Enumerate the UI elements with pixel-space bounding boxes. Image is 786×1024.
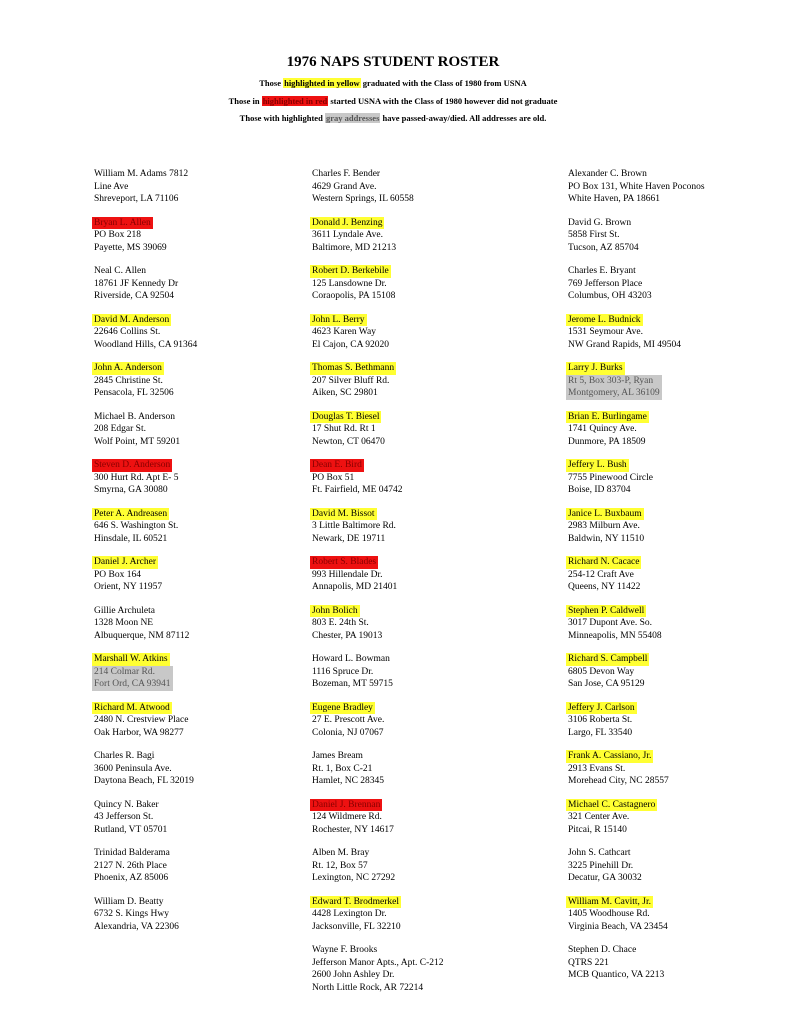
address-line: Payette, MS 39069: [94, 242, 167, 253]
address-line: Shreveport, LA 71106: [94, 194, 179, 204]
address-block: [94, 423, 180, 448]
roster-entry: [312, 314, 389, 352]
address-block: [312, 229, 396, 254]
address-line: Hinsdale, IL 60521: [94, 533, 168, 544]
student-name: Robert S. Blades: [312, 557, 377, 567]
address-block: [94, 617, 189, 642]
address-line: 5858 First St.: [568, 230, 620, 240]
address-line: NW Grand Rapids, MI 49504: [568, 339, 682, 350]
roster-entry: [312, 605, 382, 643]
address-block: [312, 908, 401, 933]
address-block: [568, 181, 705, 206]
address-line: Tucson, AZ 85704: [568, 242, 639, 253]
student-name: Edward T. Brodmerkel: [312, 896, 399, 907]
address-line: 208 Edgar St.: [94, 424, 146, 434]
student-name: Alexander C. Brown: [568, 169, 647, 179]
address-line: Aiken, SC 29801: [312, 388, 378, 398]
address-line: 3225 Pinehill Dr.: [568, 860, 634, 871]
address-line: 6732 S. Kings Hwy: [94, 909, 169, 919]
address-block: [94, 666, 173, 691]
student-name: Charles F. Bender: [312, 169, 381, 179]
note-text: Those with highlighted: [239, 113, 325, 123]
roster-entry: [568, 411, 649, 449]
address-line: 125 Lansdowne Dr.: [312, 278, 387, 289]
address-block: [94, 714, 188, 739]
address-line: Woodland Hills, CA 91364: [94, 339, 198, 350]
student-name: Steven D. Anderson: [94, 460, 171, 470]
address-line: 124 Wildmere Rd.: [312, 812, 382, 822]
address-block: [568, 278, 652, 303]
address-line: Boise, ID 83704: [568, 485, 631, 495]
address-line: Rt 5, Box 303-P, Ryan: [568, 375, 654, 386]
roster-entry: [312, 459, 403, 497]
address-line: 3106 Roberta St.: [568, 715, 633, 725]
address-line: Largo, FL 33540: [568, 727, 633, 738]
student-name: John L. Berry: [312, 314, 365, 325]
address-line: PO Box 51: [312, 472, 355, 483]
address-line: 4623 Karen Way: [312, 327, 376, 337]
roster-entry: [94, 411, 180, 449]
address-line: PO Box 164: [94, 569, 141, 580]
roster-entry: [94, 314, 197, 352]
address-block: [568, 472, 653, 497]
address-block: [568, 666, 649, 691]
address-block: [94, 860, 172, 885]
address-line: 769 Jefferson Place: [568, 278, 643, 289]
address-line: 993 Hillendale Dr.: [312, 569, 383, 580]
roster-entry: [312, 799, 394, 837]
roster-entry: [568, 653, 649, 691]
address-line: Baltimore, MD 21213: [312, 242, 397, 253]
address-line: Ft. Fairfield, ME 04742: [312, 485, 403, 495]
student-name: John Bolich: [312, 605, 358, 616]
address-block: [312, 763, 384, 788]
address-line: Pitcai, R 15140: [568, 824, 627, 835]
roster-entry: [94, 750, 194, 788]
address-line: 3600 Peninsula Ave.: [94, 763, 172, 774]
address-line: Queens, NY 11422: [568, 582, 641, 592]
roster-entry: [568, 168, 705, 206]
address-block: [568, 617, 662, 642]
note-highlight: highlighted in red: [262, 96, 328, 106]
address-block: [568, 229, 639, 254]
roster-entry: [312, 556, 397, 594]
student-name: Eugene Bradley: [312, 702, 373, 713]
student-name: Alben M. Bray: [312, 848, 370, 858]
address-block: [312, 423, 385, 448]
student-name: David G. Brown: [568, 217, 632, 228]
student-name: Marshall W. Atkins: [94, 654, 168, 664]
note-text: Those in: [228, 96, 262, 106]
address-block: [312, 569, 397, 594]
address-line: North Little Rock, AR 72214: [312, 982, 424, 993]
address-block: [312, 957, 444, 995]
address-block: [94, 472, 178, 497]
address-block: [312, 181, 414, 206]
roster-entry: [568, 944, 664, 982]
note-text: Those: [259, 78, 284, 88]
address-block: [94, 811, 167, 836]
roster-entry: [94, 217, 167, 255]
address-line: 646 S. Washington St.: [94, 521, 179, 531]
address-line: Chester, PA 19013: [312, 630, 383, 641]
student-name: Richard N. Cacace: [568, 557, 640, 567]
roster-entry: [568, 217, 639, 255]
address-block: [312, 375, 396, 400]
student-name: Jeffery J. Carlson: [568, 702, 635, 713]
address-line: Dunmore, PA 18509: [568, 436, 646, 447]
address-line: Pensacola, FL 32506: [94, 388, 174, 398]
address-block: [568, 860, 642, 885]
address-block: [94, 569, 162, 594]
address-line: Orient, NY 11957: [94, 582, 163, 592]
note-highlight: gray addresses: [325, 113, 380, 123]
address-line: Annapolis, MD 21401: [312, 582, 398, 592]
student-name: David M. Anderson: [94, 314, 170, 325]
address-line: Riverside, CA 92504: [94, 291, 174, 301]
address-line: 214 Colmar Rd.: [94, 666, 155, 677]
address-line: 321 Center Ave.: [568, 812, 630, 822]
address-line: 3017 Dupont Ave. So.: [568, 618, 653, 628]
address-block: [312, 617, 382, 642]
address-line: Phoenix, AZ 85006: [94, 873, 169, 883]
address-block: [94, 326, 197, 351]
address-line: 43 Jefferson St.: [94, 812, 154, 822]
address-block: [312, 811, 394, 836]
roster-entry: [568, 750, 669, 788]
roster-entry: [94, 799, 167, 837]
address-line: Daytona Beach, FL 32019: [94, 776, 194, 786]
roster-entry: [94, 847, 172, 885]
address-line: Rutland, VT 05701: [94, 824, 168, 835]
legend-note-gray: [0, 113, 786, 123]
address-block: [94, 908, 179, 933]
address-line: Albuquerque, NM 87112: [94, 630, 190, 641]
roster-entry: [94, 605, 189, 643]
address-line: Western Springs, IL 60558: [312, 194, 414, 204]
address-line: 2845 Christine St.: [94, 375, 163, 386]
student-name: William D. Beatty: [94, 896, 164, 907]
student-name: William M. Cavitt, Jr.: [568, 896, 652, 907]
address-line: Rt. 1, Box C-21: [312, 763, 373, 774]
address-line: 3 Little Baltimore Rd.: [312, 521, 396, 531]
address-line: 4629 Grand Ave.: [312, 181, 377, 192]
legend-note-red: [0, 96, 786, 106]
address-block: [94, 375, 174, 400]
roster-entry: [312, 944, 444, 994]
address-line: 22646 Collins St.: [94, 327, 161, 337]
student-name: Dean E. Bird: [312, 460, 362, 470]
roster-entry: [568, 314, 681, 352]
student-name: Wayne F. Brooks: [312, 945, 378, 955]
address-block: [568, 811, 657, 836]
roster-entry: [94, 702, 188, 740]
address-line: 1531 Seymour Ave.: [568, 327, 644, 337]
roster-entry: [568, 459, 653, 497]
student-name: Daniel J. Archer: [94, 557, 156, 567]
address-line: Oak Harbor, WA 98277: [94, 727, 184, 738]
roster-entry: [312, 265, 395, 303]
address-line: PO Box 131, White Haven Poconos: [568, 181, 705, 192]
address-line: Newark, DE 19711: [312, 533, 386, 544]
roster-entry: [312, 702, 384, 740]
address-block: [568, 326, 681, 351]
student-name: Frank A. Cassiano, Jr.: [568, 751, 652, 761]
address-block: [568, 520, 644, 545]
address-block: [568, 569, 641, 594]
address-block: [94, 520, 178, 545]
note-text: started USNA with the Class of 1980 however did not graduate: [328, 96, 558, 106]
student-name: John S. Cathcart: [568, 848, 631, 858]
address-line: Lexington, NC 27292: [312, 873, 396, 883]
address-line: Jacksonville, FL 32210: [312, 921, 401, 932]
address-block: [312, 326, 389, 351]
address-block: [94, 229, 167, 254]
address-line: Morehead City, NC 28557: [568, 776, 669, 786]
student-name: John A. Anderson: [94, 363, 162, 373]
address-line: Rochester, NY 14617: [312, 824, 394, 835]
student-name: Jerome L. Budnick: [568, 314, 641, 325]
student-name: Jeffery L. Bush: [568, 460, 627, 470]
address-block: [312, 520, 396, 545]
student-name: Donald J. Benzing: [312, 217, 383, 228]
address-line: Baldwin, NY 11510: [568, 533, 645, 544]
student-name: Gillie Archuleta: [94, 605, 155, 616]
address-line: 27 E. Prescott Ave.: [312, 715, 385, 725]
address-line: San Jose, CA 95129: [568, 679, 645, 689]
address-line: 803 E. 24th St.: [312, 618, 369, 628]
address-block: [312, 278, 395, 303]
note-text: have passed-away/died. All addresses are old.: [380, 113, 547, 123]
address-line: 18761 JF Kennedy Dr: [94, 278, 179, 289]
address-line: 207 Silver Bluff Rd.: [312, 375, 390, 386]
address-line: 2127 N. 26th Place: [94, 860, 167, 871]
roster-entry: [568, 362, 662, 400]
roster-entry: [312, 653, 393, 691]
student-name: Douglas T. Biesel: [312, 411, 380, 422]
address-line: El Cajon, CA 92020: [312, 339, 390, 350]
roster-entry: [568, 605, 662, 643]
student-name: Brian E. Burlingame: [568, 411, 647, 422]
address-line: Virginia Beach, VA 23454: [568, 921, 668, 932]
address-line: 7755 Pinewood Circle: [568, 472, 653, 483]
address-line: 6805 Devon Way: [568, 666, 635, 677]
student-name: Stephen P. Caldwell: [568, 605, 645, 616]
student-name: Howard L. Bowman: [312, 654, 390, 664]
address-line: Minneapolis, MN 55408: [568, 630, 662, 641]
student-name: Bryan L. Allen: [94, 217, 151, 228]
address-line: Newton, CT 06470: [312, 436, 385, 447]
roster-entry: [94, 508, 178, 546]
address-line: Wolf Point, MT 59201: [94, 436, 181, 447]
address-line: Jefferson Manor Apts., Apt. C-212: [312, 957, 444, 968]
page-title: 1976 NAPS STUDENT ROSTER: [286, 54, 500, 70]
address-line: 300 Hurt Rd. Apt E- 5: [94, 472, 179, 483]
address-line: 4428 Lexington Dr.: [312, 909, 387, 919]
address-line: Montgomery, AL 36109: [568, 388, 660, 398]
roster-entry: [312, 362, 396, 400]
roster-entry: [312, 217, 396, 255]
address-line: 2480 N. Crestview Place: [94, 715, 189, 725]
address-line: QTRS 221: [568, 957, 609, 968]
address-line: Colonia, NJ 07067: [312, 727, 384, 738]
roster-entry: [568, 265, 652, 303]
address-line: 2913 Evans St.: [568, 763, 626, 774]
address-line: 17 Shut Rd. Rt 1: [312, 424, 376, 434]
student-name: Thomas S. Bethmann: [312, 363, 395, 373]
student-name: Richard M. Atwood: [94, 702, 170, 713]
address-block: [94, 763, 194, 788]
student-name: James Bream: [312, 751, 363, 761]
roster-entry: [312, 411, 385, 449]
address-line: 1328 Moon NE: [94, 618, 154, 628]
address-line: Columbus, OH 43203: [568, 291, 652, 301]
student-name: Stephen D. Chace: [568, 945, 637, 955]
roster-entry: [312, 750, 384, 788]
address-line: Line Ave: [94, 181, 129, 192]
student-name: William M. Adams 7812: [94, 169, 189, 179]
roster-entry: [312, 508, 396, 546]
roster-entry: [312, 847, 395, 885]
address-block: [94, 278, 178, 303]
address-line: Hamlet, NC 28345: [312, 776, 385, 786]
student-name: Peter A. Andreasen: [94, 508, 168, 519]
student-name: Robert D. Berkebile: [312, 266, 389, 276]
roster-entry: [94, 168, 190, 206]
roster-entry: [568, 556, 641, 594]
student-name: Quincy N. Baker: [94, 799, 159, 810]
address-line: Decatur, GA 30032: [568, 873, 642, 883]
student-name: Michael B. Anderson: [94, 411, 176, 422]
address-line: Rt. 12, Box 57: [312, 860, 368, 871]
roster-entry: [568, 799, 657, 837]
address-block: [568, 423, 649, 448]
address-line: PO Box 218: [94, 230, 141, 240]
roster-entry: [94, 265, 178, 303]
roster-entry: [94, 653, 173, 691]
address-block: [568, 908, 668, 933]
student-name: Charles R. Bagi: [94, 751, 155, 761]
address-line: White Haven, PA 18661: [568, 194, 661, 204]
roster-entry: [312, 168, 414, 206]
address-block: [568, 375, 662, 400]
roster-entry: [312, 896, 401, 934]
address-block: [312, 666, 393, 691]
address-line: Alexandria, VA 22306: [94, 921, 179, 932]
address-line: Bozeman, MT 59715: [312, 679, 393, 689]
address-line: 1116 Spruce Dr.: [312, 666, 374, 677]
address-line: 2600 John Ashley Dr.: [312, 970, 395, 980]
address-line: Coraopolis, PA 15108: [312, 291, 396, 301]
student-name: Daniel J. Brennan: [312, 799, 381, 810]
student-name: Richard S. Campbell: [568, 654, 648, 664]
roster-entry: [94, 459, 178, 497]
student-name: Michael C. Castagnero: [568, 799, 656, 810]
roster-entry: [568, 847, 642, 885]
address-block: [312, 714, 384, 739]
roster-entry: [94, 896, 179, 934]
legend-note-yellow: [0, 78, 786, 88]
student-name: Trinidad Balderama: [94, 848, 170, 858]
address-block: [312, 860, 395, 885]
address-block: [94, 181, 190, 206]
address-line: Smyrna, GA 30080: [94, 485, 168, 495]
address-line: 2983 Milburn Ave.: [568, 521, 640, 531]
roster-entry: [568, 508, 644, 546]
address-line: MCB Quantico, VA 2213: [568, 970, 665, 980]
roster-entry: [94, 556, 162, 594]
student-name: Larry J. Burks: [568, 363, 623, 373]
roster-entry: [568, 896, 668, 934]
student-name: Charles E. Bryant: [568, 266, 636, 276]
note-highlight: highlighted in yellow: [284, 78, 360, 88]
address-line: Fort Ord, CA 93941: [94, 679, 171, 689]
address-line: 1741 Quincy Ave.: [568, 424, 637, 434]
note-text: graduated with the Class of 1980 from USNA: [360, 78, 527, 88]
address-block: [312, 472, 403, 497]
student-name: David M. Bissot: [312, 508, 375, 519]
address-block: [568, 714, 637, 739]
address-block: [568, 763, 669, 788]
address-block: [568, 957, 664, 982]
address-line: 3611 Lyndale Ave.: [312, 230, 383, 240]
roster-entry: [568, 702, 637, 740]
roster-entry: [94, 362, 174, 400]
student-name: Janice L. Buxbaum: [568, 508, 642, 519]
address-line: 1405 Woodhouse Rd.: [568, 909, 650, 919]
address-line: 254-12 Craft Ave: [568, 569, 634, 580]
student-name: Neal C. Allen: [94, 266, 146, 276]
